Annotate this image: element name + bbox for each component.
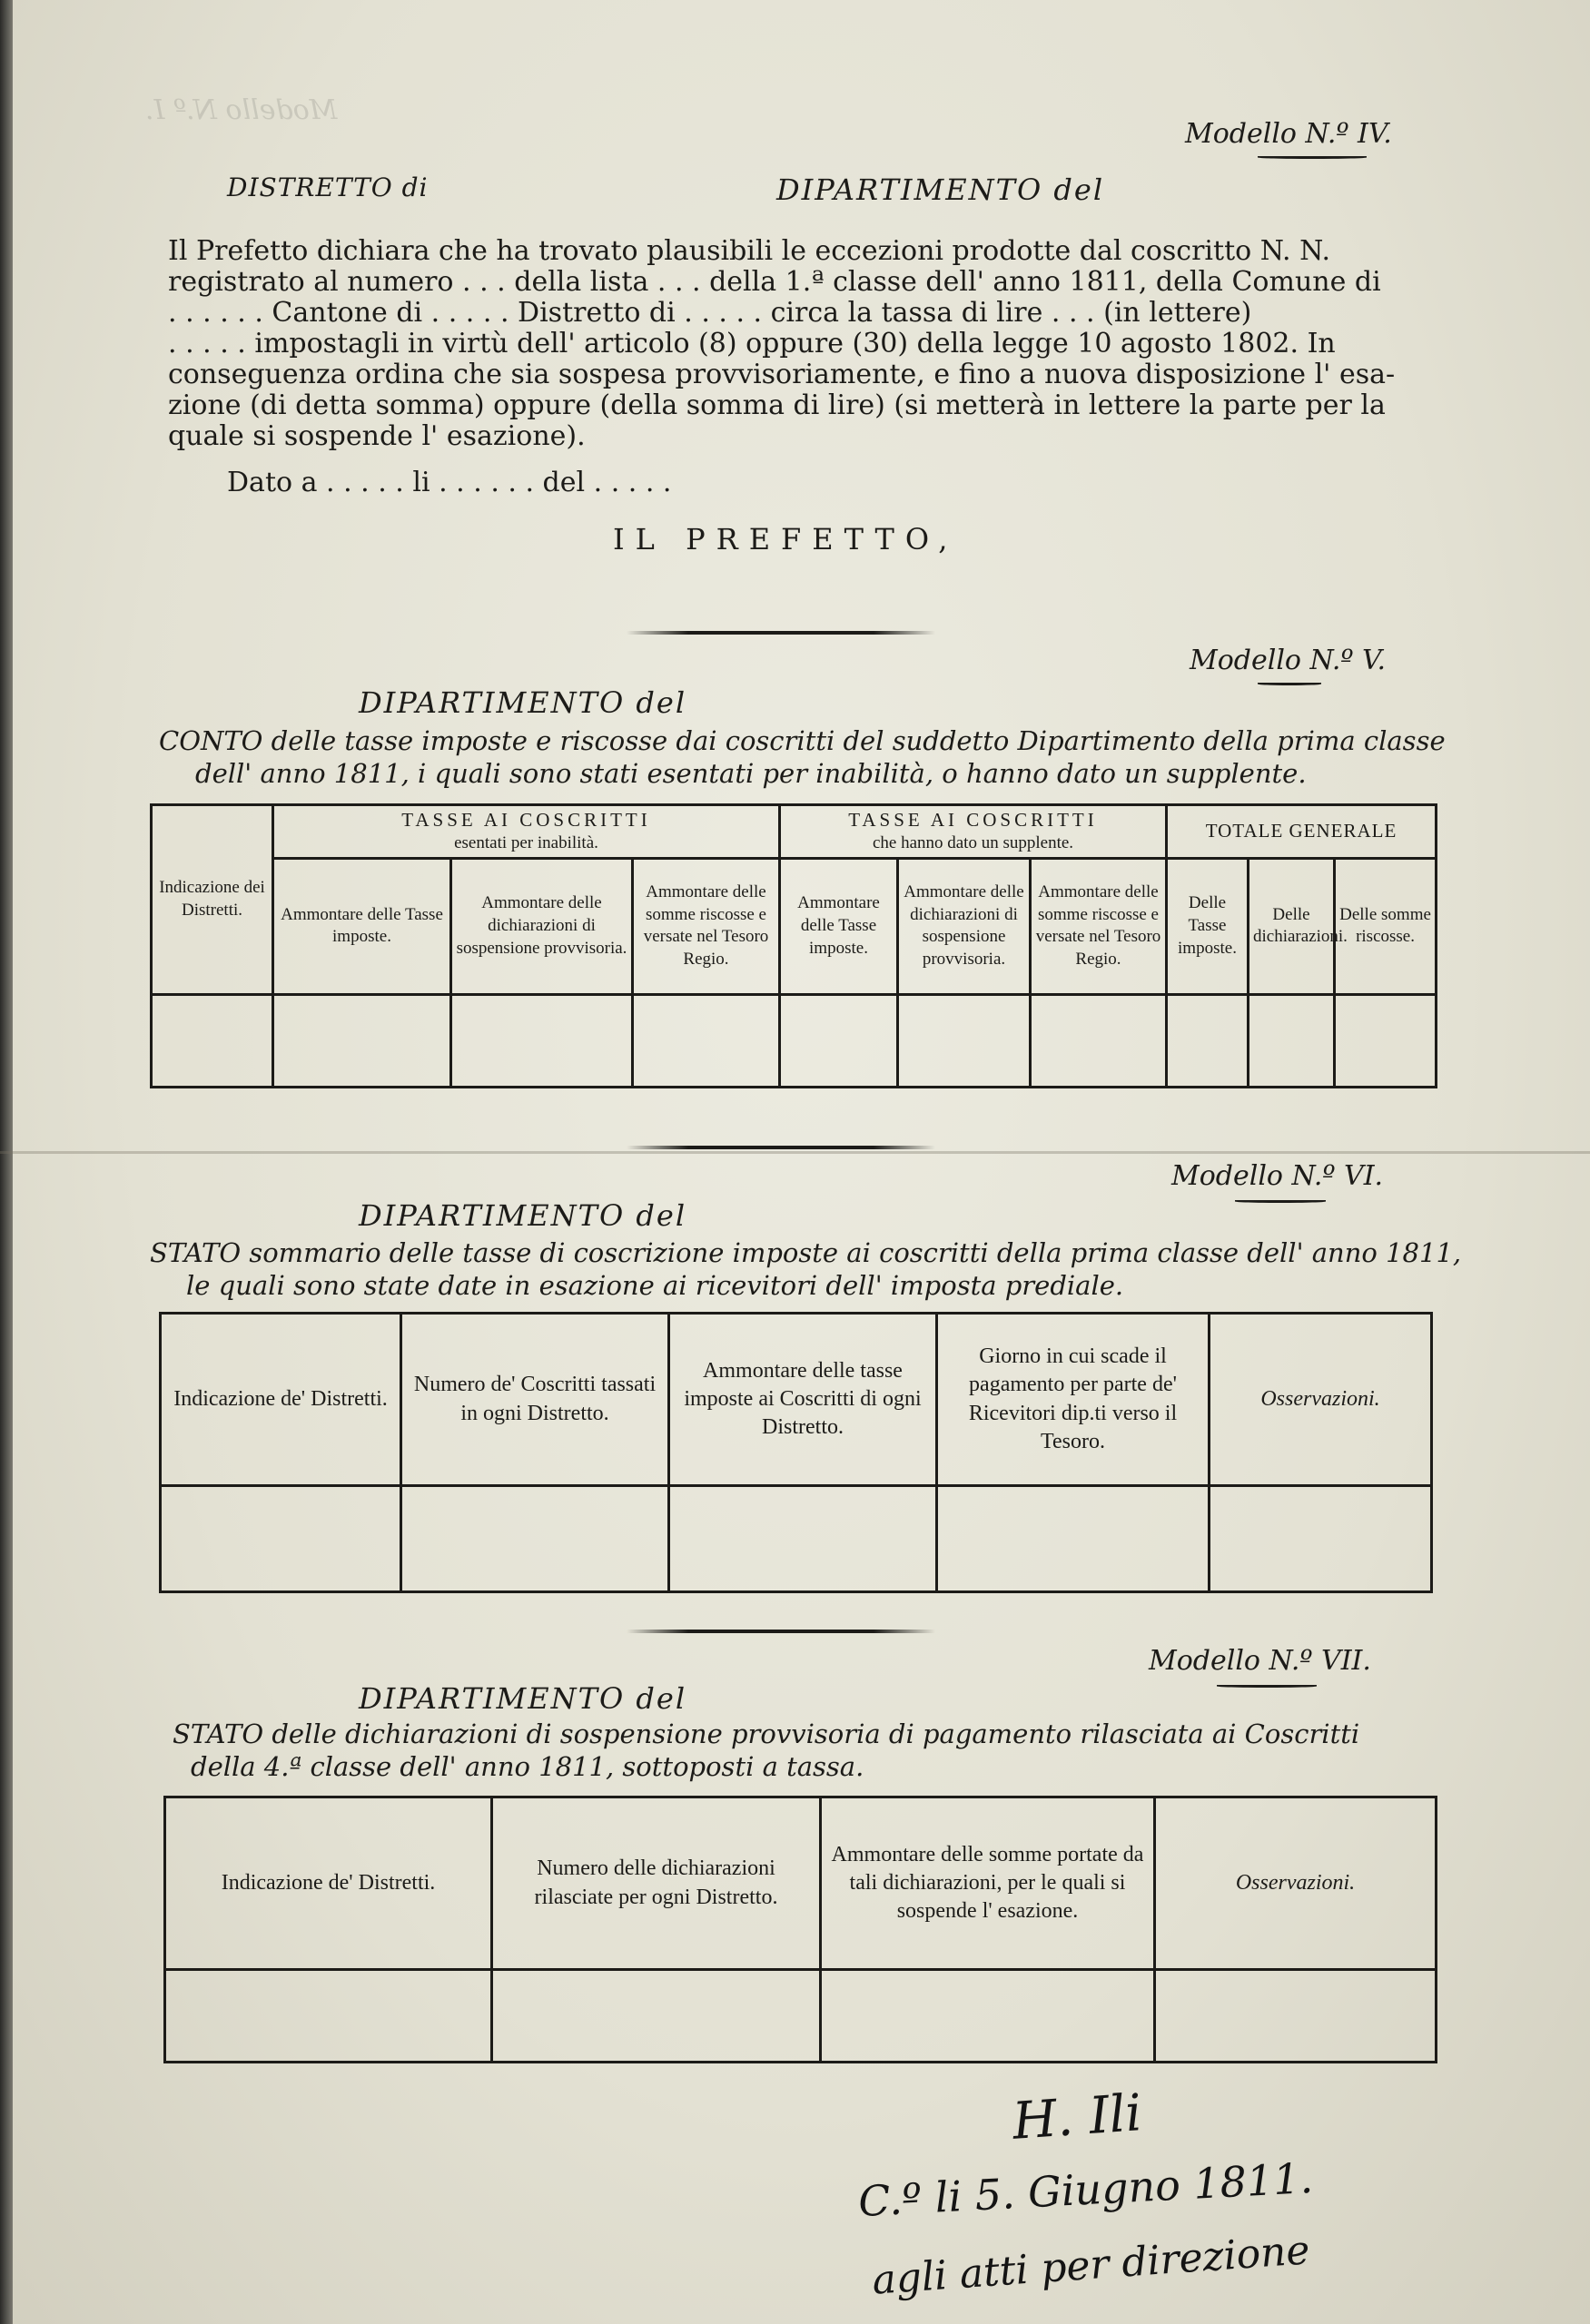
table-header-cell: Ammontare delle somme riscosse e versate nel Tesoro Regio. (1031, 858, 1167, 994)
table-group-header: TOTALE GENERALE (1167, 805, 1437, 859)
table-header-cell: Ammontare delle somme riscosse e versate nel Tesoro Regio. (633, 858, 780, 994)
dichiarazioni-table (163, 1796, 1437, 2063)
stato-line: le quali sono state date in esazione ai ricevitori dell' imposta prediale. (186, 1270, 1124, 1301)
page-edge-shadow (0, 0, 13, 2324)
table-header-cell: Giorno in cui scade il pagamento per parte de' Ricevitori dip.ti verso il Tesoro. (937, 1314, 1210, 1486)
section-divider (627, 631, 935, 635)
dipartimento-heading: DIPARTIMENTO del (776, 172, 1105, 207)
table-blank-row (152, 994, 1437, 1087)
dipartimento-heading: DIPARTIMENTO del (359, 1198, 687, 1233)
modello-swash (1258, 156, 1367, 159)
group-subtitle: che hanno dato un supplente. (872, 833, 1074, 853)
modello-v-label: Modello N.º V. (1190, 645, 1386, 676)
table-header-cell: Indicazione de' Distretti. (161, 1314, 401, 1486)
declaration-line: quale si sospende l' esazione). (168, 420, 586, 452)
stato-description (173, 1718, 1359, 1783)
table-header-cell: Ammontare delle Tasse imposte. (780, 858, 898, 994)
declaration-line: Il Prefetto dichiara che ha trovato plausibili le eccezioni prodotte dal coscritto N. N. (168, 235, 1330, 267)
table-header-indicazione: Indicazione dei Distretti. (152, 805, 273, 995)
modello-swash (1258, 683, 1321, 685)
group-subtitle: esentati per inabilità. (454, 833, 598, 853)
declaration-line: . . . . . impostagli in virtù dell' articolo (8) oppure (30) della legge 10 agosto 1802. In (168, 328, 1336, 359)
table-header-cell: Ammontare delle somme portate da tali dichiarazioni, per le quali si sospende l' esazione. (821, 1797, 1155, 1970)
declaration-line: conseguenza ordina che sia sospesa provvisoriamente, e fino a nuova disposizione l' esa- (168, 359, 1396, 390)
stato-line: della 4.ª classe dell' anno 1811, sottoposti a tassa. (191, 1751, 864, 1782)
section-divider (627, 1146, 935, 1149)
bleed-through-text: Modello N.º I. (145, 94, 338, 126)
conto-line: dell' anno 1811, i quali sono stati esentati per inabilità, o hanno dato un supplente. (195, 758, 1307, 789)
table-header-cell: Osservazioni. (1210, 1314, 1432, 1486)
dipartimento-heading: DIPARTIMENTO del (359, 1681, 687, 1716)
declaration-line: zione (di detta somma) oppure (della somma di lire) (si metterà in lettere la parte per la (168, 389, 1386, 421)
table-blank-row (165, 1970, 1437, 2063)
table-header-cell: Ammontare delle dichiarazioni di sospensione provvisoria. (451, 858, 633, 994)
handwritten-date: C.º li 5. Giugno 1811. (856, 2152, 1315, 2227)
table-header-cell: Delle somme riscosse. (1335, 858, 1437, 994)
group-title: TASSE AI COSCRITTI (848, 809, 1098, 831)
conto-table (150, 803, 1437, 1088)
modello-iv-label: Modello N.º IV. (1185, 118, 1392, 150)
dato-line: Dato a . . . . . li . . . . . . del . . . . . (227, 467, 672, 498)
distretto-heading: DISTRETTO di (227, 172, 429, 202)
handwritten-note: agli atti per direzione (870, 2227, 1312, 2304)
conto-description (159, 724, 1446, 790)
table-group-header (780, 805, 1167, 859)
table-header-cell: Delle Tasse imposte. (1167, 858, 1249, 994)
prefetto-declaration (168, 236, 1467, 452)
table-header-cell: Ammontare delle Tasse imposte. (273, 858, 451, 994)
group-title: TASSE AI COSCRITTI (401, 809, 651, 831)
stato-description (150, 1236, 1461, 1302)
table-group-header (273, 805, 780, 859)
table-blank-row (161, 1486, 1432, 1592)
dipartimento-heading: DIPARTIMENTO del (359, 685, 687, 720)
declaration-line: . . . . . . Cantone di . . . . . Distretto di . . . . . circa la tassa di lire . . . (in lettere) (168, 297, 1252, 329)
table-header-cell: Delle dichiarazioni. (1249, 858, 1335, 994)
modello-vi-label: Modello N.º VI. (1171, 1160, 1384, 1192)
stato-sommario-table (159, 1312, 1433, 1593)
modello-swash (1235, 1200, 1326, 1203)
stato-line: STATO delle dichiarazioni di sospensione provvisoria di pagamento rilasciata ai Coscritti (173, 1718, 1360, 1749)
table-header-cell: Numero delle dichiarazioni rilasciate per ogni Distretto. (492, 1797, 821, 1970)
table-header-cell: Ammontare delle dichiarazioni di sospensione provvisoria. (898, 858, 1031, 994)
conto-line: CONTO delle tasse imposte e riscosse dai coscritti del suddetto Dipartimento della prima classe (159, 725, 1446, 756)
fold-crease (0, 1151, 1590, 1154)
table-header-cell: Osservazioni. (1155, 1797, 1437, 1970)
table-header-cell: Numero de' Coscritti tassati in ogni Distretto. (401, 1314, 669, 1486)
stato-line: STATO sommario delle tasse di coscrizione imposte ai coscritti della prima classe dell' anno 1811, (150, 1237, 1462, 1268)
handwritten-mark: H. Ili (1010, 2083, 1144, 2152)
table-header-cell: Ammontare delle tasse imposte ai Coscritti di ogni Distretto. (669, 1314, 937, 1486)
declaration-line: registrato al numero . . . della lista . . . della 1.ª classe dell' anno 1811, della Comune di (168, 266, 1381, 298)
section-divider (627, 1630, 935, 1633)
modello-vii-label: Modello N.º VII. (1149, 1645, 1371, 1677)
modello-swash (1217, 1685, 1317, 1688)
il-prefetto-signature-line: IL PREFETTO, (613, 522, 959, 556)
table-header-cell: Indicazione de' Distretti. (165, 1797, 492, 1970)
